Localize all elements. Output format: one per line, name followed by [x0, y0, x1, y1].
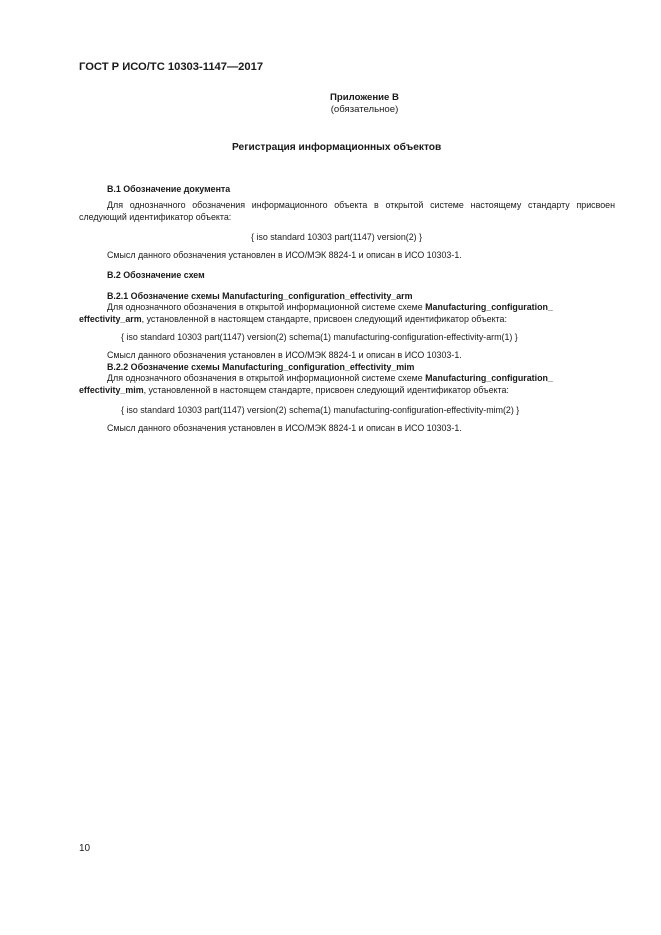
b22-paragraph [79, 373, 615, 397]
b22-meaning: Смысл данного обозначения установлен в ИСО/МЭК 8824-1 и описан в ИСО 10303-1. [107, 423, 462, 433]
b21-paragraph [79, 302, 615, 326]
b22-schema-name-part2: effectivity_mim [79, 384, 144, 395]
b1-meaning: Смысл данного обозначения установлен в ИСО/МЭК 8824-1 и описан в ИСО 10303-1. [107, 250, 462, 260]
b22-text-before: Для однозначного обозначения в открытой информационной системе схеме [107, 373, 426, 383]
b21-text-before: Для однозначного обозначения в открытой информационной системе схеме [107, 302, 426, 312]
b21-schema-name-part1: Manufacturing_configuration_ [425, 302, 553, 312]
b1-paragraph: Для однозначного обозначения информационного объекта в открытой системе настоящему стандарту присвоен следующий идентификатор объекта: [79, 200, 615, 222]
b2-heading: В.2 Обозначение схем [107, 270, 205, 280]
b22-heading: В.2.2 Обозначение схемы Manufacturing_configuration_effectivity_mim [107, 362, 415, 372]
b21-schema-name-part2: effectivity_arm [79, 313, 142, 324]
b21-heading: В.2.1 Обозначение схемы Manufacturing_configuration_effectivity_arm [107, 291, 413, 301]
annex-title: Приложение В [330, 92, 399, 103]
document-code: ГОСТ Р ИСО/ТС 10303-1147—2017 [79, 61, 264, 73]
section-title: Регистрация информационных объектов [232, 142, 442, 153]
b1-heading: В.1 Обозначение документа [107, 184, 231, 194]
b21-identifier: { iso standard 10303 part(1147) version(2) schema(1) manufacturing-configuration-effectivity-arm(1) } [121, 332, 518, 342]
page-number: 10 [79, 843, 91, 854]
b22-identifier: { iso standard 10303 part(1147) version(2) schema(1) manufacturing-configuration-effectivity-mim(2) } [121, 405, 520, 415]
annex-status: (обязательное) [330, 104, 399, 115]
b21-meaning: Смысл данного обозначения установлен в ИСО/МЭК 8824-1 и описан в ИСО 10303-1. [107, 350, 462, 360]
b22-schema-name-part1: Manufacturing_configuration_ [425, 373, 553, 383]
b22-text-after: , установленной в настоящем стандарте, присвоен следующий идентификатор объекта: [143, 384, 509, 395]
b1-identifier: { iso standard 10303 part(1147) version(2) } [251, 232, 423, 242]
b21-text-after: , установленной в настоящем стандарте, присвоен следующий идентификатор объекта: [141, 313, 507, 324]
